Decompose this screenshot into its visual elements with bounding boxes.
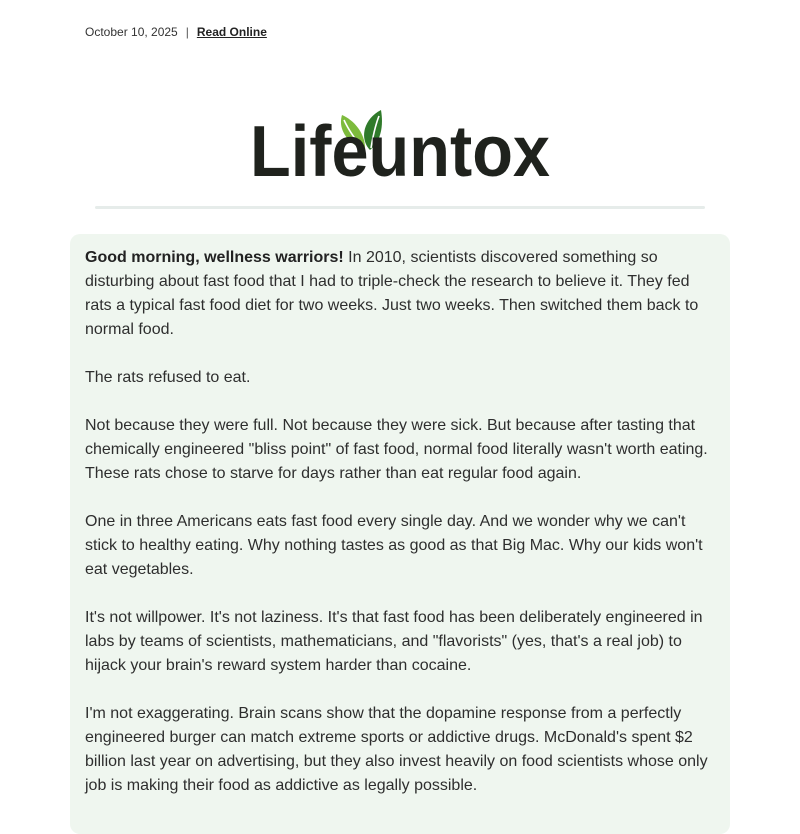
paragraph-4: One in three Americans eats fast food every single day. And we wonder why we can't stick to healthy eating. Why nothing tastes as good as that Big Mac. Why our kids won't eat vegetables. bbox=[85, 513, 703, 578]
read-online-link[interactable]: Read Online bbox=[196, 25, 267, 39]
paragraph-6: I'm not exaggerating. Brain scans show that the dopamine response from a perfectly engineered burger can match extreme sports or addictive drugs. McDonald's spent $2 billion last year on advertising, but they also invest heavily on food scientists whose only job is making their food as addictive as legally possible. bbox=[85, 705, 708, 794]
paragraph-2: The rats refused to eat. bbox=[85, 369, 251, 386]
logo-graphic bbox=[250, 108, 555, 183]
issue-date: October 10, 2025 bbox=[85, 25, 178, 39]
header-separator: | bbox=[185, 25, 189, 39]
paragraph-1-text: scientists discovered something so disturbing about fast food that I had to triple-check the research to believe it. They fed rats a typical fast food diet for two weeks. Just two weeks. Then switched them back to normal food. bbox=[85, 249, 699, 338]
header-bar bbox=[85, 25, 267, 39]
brand-logo[interactable] bbox=[250, 108, 555, 183]
article-card bbox=[70, 234, 730, 834]
brand-wordmark: Lifeuntox bbox=[250, 112, 550, 183]
paragraph-3: Not because they were full. Not because they were sick. But because after tasting that chemically engineered "bliss point" of fast food, normal food literally wasn't worth eating. These rats chose to starve for days rather than eat regular food again. bbox=[85, 417, 708, 482]
year-intro: In 2010, bbox=[348, 249, 406, 266]
header-divider bbox=[95, 206, 705, 209]
paragraph-1 bbox=[85, 246, 715, 342]
paragraph-5: It's not willpower. It's not laziness. It's that fast food has been deliberately engineered in labs by teams of scientists, mathematicians, and "flavorists" (yes, that's a real job) to hijack your brain's reward system harder than cocaine. bbox=[85, 609, 703, 674]
greeting: Good morning, wellness warriors! bbox=[85, 249, 344, 266]
